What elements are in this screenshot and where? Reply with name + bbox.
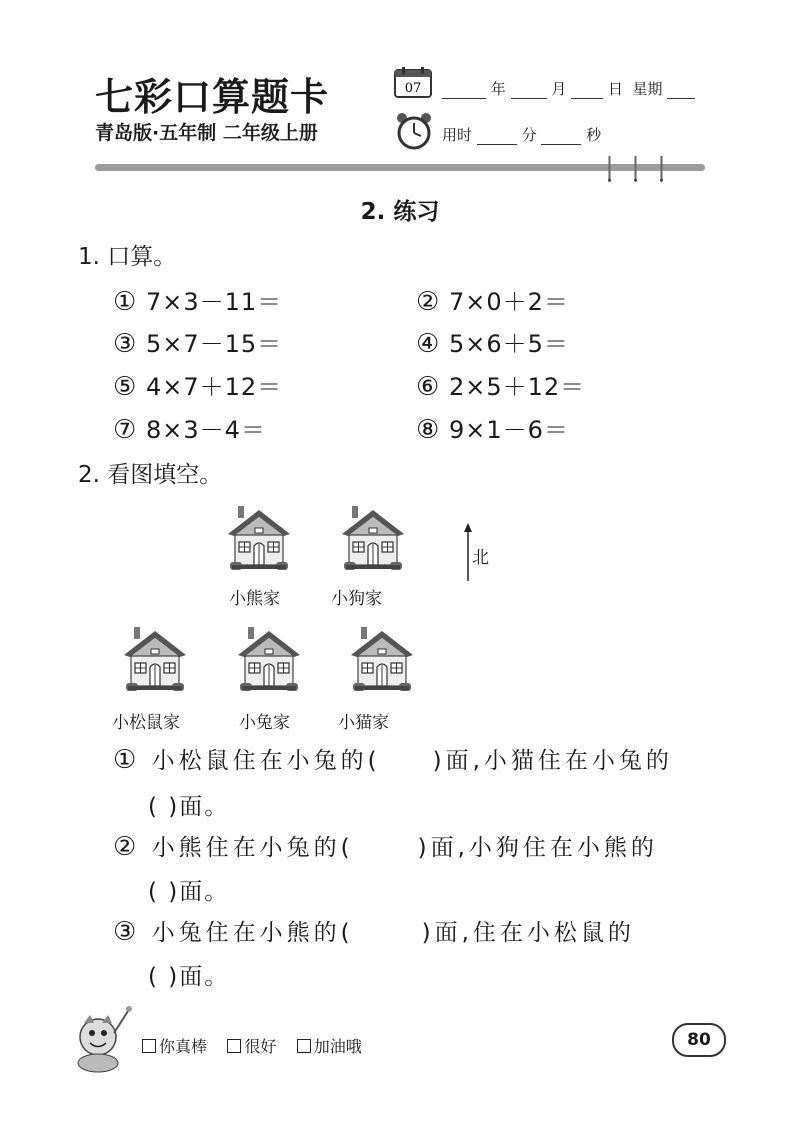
q1-item	[113, 324, 282, 359]
item-expression: 5×7－15＝	[145, 330, 283, 358]
label-rabbit-home: 小兔家	[239, 713, 290, 733]
house-icon-cat	[349, 623, 415, 693]
question-number: ②	[113, 832, 141, 862]
item-expression: 7×3－11＝	[145, 288, 283, 316]
rating-checkbox-good[interactable]	[227, 1039, 241, 1053]
q2-question-2-line2[interactable]: ( )面。	[148, 879, 230, 905]
q1-title: 1. 口算。	[78, 244, 177, 270]
house-icon-squirrel	[122, 623, 188, 693]
label-cat-home: 小猫家	[338, 713, 389, 733]
header-divider	[95, 164, 705, 171]
question-text-a: 小兔住在小熊的(	[151, 920, 354, 946]
rating-checkbox-great[interactable]	[142, 1039, 156, 1053]
item-number: ②	[416, 287, 441, 317]
label-squirrel-home: 小松鼠家	[112, 713, 180, 733]
q2-question-1-line2[interactable]: ( )面。	[148, 794, 230, 820]
second-label: 秒	[586, 126, 602, 144]
binder-ring	[634, 156, 637, 182]
item-number: ⑥	[416, 372, 441, 402]
item-number: ⑦	[113, 415, 138, 445]
item-expression: 9×1－6＝	[448, 416, 569, 444]
rating-label-great: 你真棒	[159, 1037, 208, 1056]
q2-question-3-line2[interactable]: ( )面。	[148, 964, 230, 990]
q1-item	[416, 324, 569, 359]
item-expression: 8×3－4＝	[145, 416, 266, 444]
label-dog-home: 小狗家	[331, 589, 382, 609]
q1-item	[416, 410, 569, 445]
time-line	[442, 124, 601, 145]
q2-question-3	[113, 914, 635, 947]
year-label: 年	[490, 80, 506, 98]
question-text-b: )面,小狗住在小熊的	[417, 835, 658, 861]
rating-options	[142, 1034, 362, 1057]
binder-ring	[608, 156, 611, 182]
north-label: 北	[472, 548, 489, 568]
house-icon-bear	[226, 502, 292, 572]
mascot-illustration	[70, 1003, 136, 1073]
q2-question-1	[113, 742, 673, 775]
item-number: ③	[113, 329, 138, 359]
weekday-label: 星期	[632, 80, 663, 98]
time-used-label: 用时	[442, 126, 473, 144]
page-number: 80	[672, 1023, 726, 1057]
house-icon-dog	[340, 502, 406, 572]
q1-item	[113, 367, 282, 402]
item-number: ④	[416, 329, 441, 359]
minute-label: 分	[521, 126, 537, 144]
item-expression: 4×7＋12＝	[145, 373, 283, 401]
question-text-b: )面,小猫住在小兔的	[432, 748, 673, 774]
house-icon-rabbit	[236, 623, 302, 693]
q1-item	[113, 410, 266, 445]
question-text-a: 小松鼠住在小兔的(	[151, 748, 381, 774]
q2-title: 2. 看图填空。	[78, 462, 223, 488]
day-label: 日	[607, 80, 623, 98]
binder-ring	[660, 156, 663, 182]
edition-label: 青岛版·五年制 二年级上册	[95, 122, 318, 144]
clock-icon	[395, 112, 433, 150]
calendar-icon	[394, 66, 432, 98]
item-number: ⑧	[416, 415, 441, 445]
question-text-a: 小熊住在小兔的(	[151, 835, 354, 861]
question-text-b: )面,住在小松鼠的	[421, 920, 635, 946]
q2-question-2	[113, 829, 658, 862]
item-number: ⑤	[113, 372, 138, 402]
label-bear-home: 小熊家	[229, 589, 280, 609]
brand-title: 七彩口算题卡	[95, 74, 330, 119]
month-label: 月	[551, 80, 567, 98]
date-line	[442, 78, 695, 99]
rating-checkbox-keep-trying[interactable]	[297, 1039, 311, 1053]
q1-item	[416, 282, 569, 317]
section-title: 2. 练习	[360, 199, 440, 225]
rating-label-good: 很好	[244, 1037, 277, 1056]
item-number: ①	[113, 287, 138, 317]
q1-item	[416, 367, 585, 402]
question-number: ①	[113, 745, 141, 775]
item-expression: 2×5＋12＝	[448, 373, 586, 401]
item-expression: 5×6＋5＝	[448, 330, 569, 358]
question-number: ③	[113, 917, 141, 947]
calendar-day: 07	[404, 81, 422, 96]
item-expression: 7×0＋2＝	[448, 288, 569, 316]
rating-label-keep-trying: 加油哦	[313, 1037, 362, 1056]
q1-item	[113, 282, 282, 317]
